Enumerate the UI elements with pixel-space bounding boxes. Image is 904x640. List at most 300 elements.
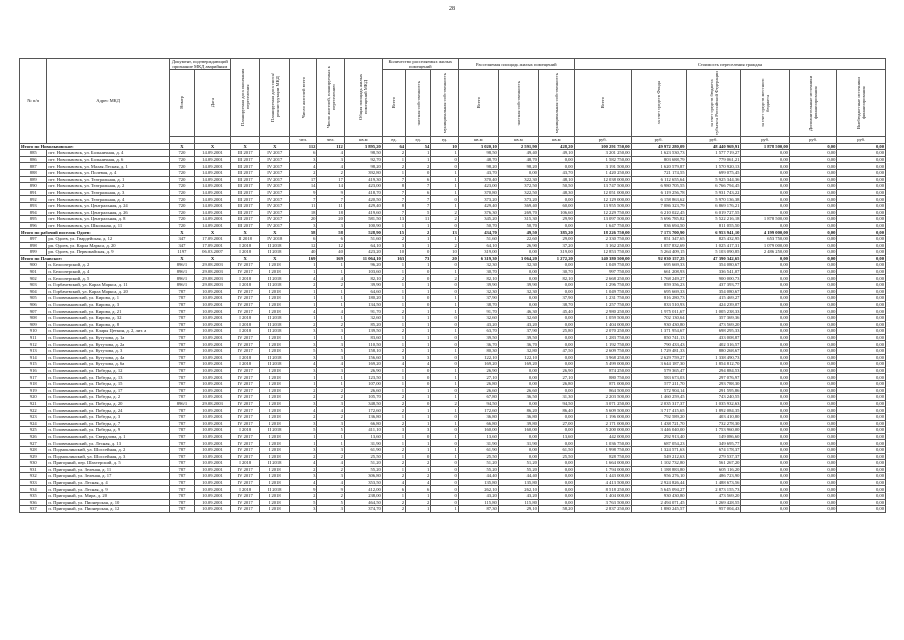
table-cell: 2: [382, 499, 405, 506]
table-cell: 720: [169, 169, 194, 176]
table-cell: 2: [290, 413, 317, 420]
table-cell: 14: [290, 183, 317, 190]
table-cell: 0,00: [837, 354, 886, 361]
table-cell: 3: [317, 222, 344, 229]
table-cell: 1: [431, 189, 458, 196]
table-cell: 322,50: [498, 189, 538, 196]
table-cell: 0,00: [741, 387, 790, 394]
table-cell: 1: [406, 222, 431, 229]
table-cell: 720: [169, 176, 194, 183]
table-cell: 0,00: [538, 387, 574, 394]
table-cell: 3: [290, 354, 317, 361]
table-cell: II 2018: [260, 321, 290, 328]
table-cell: IV 2017: [260, 196, 290, 203]
table-cell: 732 278,30: [686, 420, 741, 427]
table-cell: 10.09.2001: [195, 466, 231, 473]
table-cell: 0,00: [741, 440, 790, 447]
table-cell: 1: [431, 202, 458, 209]
table-cell: 549 212,63: [631, 453, 686, 460]
table-cell: 1: [406, 334, 431, 341]
table-cell: 922: [20, 407, 47, 414]
header-num: № п/п: [20, 59, 47, 144]
address-cell: пгт. Новольвовск, ул. Центральная, д. 24: [47, 202, 169, 209]
table-cell: 1: [290, 374, 317, 381]
table-cell: 0,00: [789, 255, 836, 262]
table-cell: 1: [406, 235, 431, 242]
table-cell: 0,00: [837, 493, 886, 500]
table-cell: 1 768 249,27: [631, 275, 686, 282]
table-cell: 561 267,20: [686, 460, 741, 467]
table-cell: 0,00: [741, 255, 790, 262]
table-cell: 1 854 812,70: [686, 361, 741, 368]
table-cell: I 2018: [260, 387, 290, 394]
header-total-area: Общая площадь жилых помещений МКД: [344, 59, 382, 137]
table-cell: 58,20: [538, 506, 574, 513]
table-cell: 6 869 176,21: [686, 202, 741, 209]
table-cell: 916: [20, 367, 47, 374]
table-cell: 82,10: [458, 275, 498, 282]
table-cell: 3 162 250,00: [574, 242, 631, 249]
table-cell: 933: [20, 479, 47, 486]
table-row: [20, 301, 886, 308]
table-cell: 0,00: [741, 446, 790, 453]
table-cell: 1 102 732,80: [631, 460, 686, 467]
table-cell: II 2018: [260, 486, 290, 493]
table-cell: IV 2017: [230, 288, 260, 295]
table-cell: IV 2017: [230, 301, 260, 308]
table-cell: 0,00: [837, 169, 886, 176]
table-cell: 80,30: [458, 348, 498, 355]
table-cell: 17: [317, 176, 344, 183]
table-cell: 7: [382, 209, 405, 216]
table-cell: 13,60: [538, 433, 574, 440]
table-cell: I 2018: [260, 348, 290, 355]
table-cell: 0,00: [789, 348, 836, 355]
address-cell: п. Пригорный, ул. Пионерская, д. 10: [47, 499, 169, 506]
table-cell: 85,20: [344, 321, 382, 328]
table-cell: X: [195, 229, 231, 236]
table-row: [20, 275, 886, 282]
table-cell: 0: [406, 275, 431, 282]
table-cell: 1: [317, 433, 344, 440]
table-cell: 92,70: [344, 156, 382, 163]
table-cell: 6 019 727,55: [686, 209, 741, 216]
table-cell: 0,00: [538, 460, 574, 467]
table-cell: 0,00: [837, 156, 886, 163]
table-cell: IV 2017: [260, 176, 290, 183]
table-cell: IV 2017: [230, 367, 260, 374]
table-cell: 1: [317, 440, 344, 447]
address-cell: п. Головеньковский, ул. Свердлова, д. 1: [47, 433, 169, 440]
table-cell: 1: [290, 380, 317, 387]
table-cell: 424 239,07: [686, 301, 741, 308]
table-cell: 0,00: [741, 163, 790, 170]
table-cell: 12: [317, 242, 344, 249]
table-row: [20, 315, 886, 322]
table-cell: 891: [20, 189, 47, 196]
table-cell: 7: [290, 196, 317, 203]
table-cell: 0,00: [837, 466, 886, 473]
table-cell: 2: [406, 473, 431, 480]
table-cell: 0,00: [789, 295, 836, 302]
table-cell: 0,00: [789, 262, 836, 269]
table-row: [20, 440, 886, 447]
table-cell: 10.09.2001: [195, 295, 231, 302]
table-row: [20, 268, 886, 275]
table-cell: 1: [382, 380, 405, 387]
table-cell: 169,20: [498, 361, 538, 368]
table-cell: 14.09.2001: [195, 216, 231, 223]
table-cell: 45,40: [538, 308, 574, 315]
table-cell: IV 2017: [230, 506, 260, 513]
address-cell: п. Головеньковский, ул. Победы, д. 24: [47, 407, 169, 414]
table-cell: 0,00: [789, 288, 836, 295]
table-cell: 0: [406, 374, 431, 381]
table-cell: 1: [406, 466, 431, 473]
table-cell: 172,60: [458, 407, 498, 414]
table-cell: 1: [382, 466, 405, 473]
table-cell: 5 931 743,22: [686, 189, 741, 196]
unit-cell: руб.: [686, 137, 741, 143]
table-cell: I 2018: [260, 262, 290, 269]
table-cell: 26,60: [458, 387, 498, 394]
table-cell: 0: [431, 196, 458, 203]
address-cell: п. Головеньковский, ул. Кутузова, д. 1а: [47, 334, 169, 341]
table-row: [20, 222, 886, 229]
table-row: [20, 183, 886, 190]
table-cell: 49,10: [538, 150, 574, 157]
table-cell: 14.09.2001: [195, 156, 231, 163]
table-cell: 66,80: [458, 420, 498, 427]
table-cell: 0,00: [538, 440, 574, 447]
unit-cell: кв.м: [344, 137, 382, 143]
table-cell: 0: [406, 268, 431, 275]
table-cell: 0,00: [741, 407, 790, 414]
table-cell: IV 2017: [230, 380, 260, 387]
table-cell: I 2018: [260, 288, 290, 295]
table-cell: 899: [20, 249, 47, 256]
table-cell: 20: [431, 255, 458, 262]
table-cell: 787: [169, 506, 194, 513]
table-cell: 695 669,33: [631, 288, 686, 295]
table-cell: 26,90: [498, 242, 538, 249]
table-cell: 0,00: [498, 433, 538, 440]
table-cell: 997 750,00: [574, 268, 631, 275]
table-cell: 1: [317, 295, 344, 302]
header-doc-date: Дата: [195, 70, 231, 137]
table-cell: 0: [431, 321, 458, 328]
table-cell: IV 2017: [230, 453, 260, 460]
table-cell: IV 2017: [260, 183, 290, 190]
table-cell: 0,00: [741, 156, 790, 163]
table-cell: 0: [431, 282, 458, 289]
table-cell: 0,00: [538, 479, 574, 486]
header-cost-group: Стоимость переселения граждан: [574, 59, 885, 70]
table-cell: IV 2017: [260, 150, 290, 157]
table-cell: 29,00: [538, 235, 574, 242]
table-cell: 369,40: [498, 202, 538, 209]
unit-cell: чел.: [317, 137, 344, 143]
table-cell: 0,00: [538, 473, 574, 480]
table-cell: 5: [317, 348, 344, 355]
table-cell: I 2018: [230, 328, 260, 335]
table-cell: 13 097 500,00: [574, 216, 631, 223]
table-cell: 0,00: [789, 387, 836, 394]
table-cell: 896/1: [169, 275, 194, 282]
table-cell: 134,50: [344, 301, 382, 308]
table-cell: 0,00: [789, 301, 836, 308]
table-cell: 3: [290, 341, 317, 348]
table-cell: 269,70: [498, 209, 538, 216]
table-cell: 2: [382, 150, 405, 157]
table-cell: 816 280,73: [631, 295, 686, 302]
subtotal-label: Итого по Плавское:: [20, 255, 170, 262]
table-cell: 51,60: [344, 235, 382, 242]
header-area-municipal: муниципальная собственность: [538, 70, 574, 137]
table-cell: 29.08.2003: [195, 400, 231, 407]
table-cell: 26,90: [458, 367, 498, 374]
table-cell: 30,70: [458, 268, 498, 275]
table-cell: 0,00: [741, 361, 790, 368]
table-row: [20, 446, 886, 453]
table-row: [20, 163, 886, 170]
header-cost-fund: за счет средств Фонда: [631, 70, 686, 137]
table-cell: 2: [431, 400, 458, 407]
table-cell: 10.09.2001: [195, 453, 231, 460]
table-cell: 63,70: [458, 328, 498, 335]
table-cell: 6: [382, 486, 405, 493]
table-cell: 1: [406, 348, 431, 355]
table-cell: 1: [431, 506, 458, 513]
table-cell: 4: [317, 150, 344, 157]
table-cell: 910: [20, 328, 47, 335]
table-cell: 2: [431, 242, 458, 249]
table-cell: 0: [431, 413, 458, 420]
table-cell: 26,60: [498, 387, 538, 394]
table-cell: 14.09.2001: [195, 163, 231, 170]
unit-cell: кв.м: [498, 137, 538, 143]
address-cell: пгт. Новольвовск, ул. Театральная, д. 4: [47, 196, 169, 203]
table-cell: 262,10: [498, 486, 538, 493]
table-cell: 914: [20, 354, 47, 361]
table-cell: 61,50: [538, 446, 574, 453]
table-cell: I 2018: [260, 413, 290, 420]
table-cell: 44,40: [458, 473, 498, 480]
table-cell: 2: [382, 348, 405, 355]
table-cell: 0,00: [837, 282, 886, 289]
table-cell: 880 268,67: [686, 348, 741, 355]
table-cell: 957 004,43: [686, 506, 741, 513]
table-cell: 38,70: [458, 301, 498, 308]
table-cell: 0,00: [741, 506, 790, 513]
table-cell: 115,80: [498, 499, 538, 506]
table-cell: 3: [317, 400, 344, 407]
table-cell: 908: [20, 315, 47, 322]
table-cell: 10.09.2001: [195, 479, 231, 486]
table-cell: 160,00: [458, 427, 498, 434]
table-cell: 11 064,10: [344, 255, 382, 262]
table-row: [20, 367, 886, 374]
table-cell: 895: [20, 216, 47, 223]
address-cell: пгт. Новольвовск, ул. Театральная, д. 3: [47, 189, 169, 196]
table-cell: 437 393,77: [686, 282, 741, 289]
address-cell: п. Пригорный, ул. Лесная, д. 4: [47, 479, 169, 486]
table-cell: 18: [290, 209, 317, 216]
table-cell: 51,20: [344, 460, 382, 467]
table-cell: 348,50: [344, 400, 382, 407]
table-cell: 0: [431, 163, 458, 170]
table-cell: 0,00: [538, 486, 574, 493]
table-cell: 6 210 022,45: [631, 209, 686, 216]
table-cell: 354 080,67: [686, 288, 741, 295]
table-cell: 4: [406, 479, 431, 486]
table-cell: 0,00: [837, 288, 886, 295]
table-cell: 702 130,64: [631, 315, 686, 322]
table-cell: 2: [382, 163, 405, 170]
table-cell: 0,00: [741, 420, 790, 427]
table-cell: II 2018: [260, 460, 290, 467]
table-cell: 1: [431, 235, 458, 242]
table-cell: IV 2017: [230, 413, 260, 420]
table-cell: 10.09.2001: [195, 407, 231, 414]
table-cell: 0,00: [789, 189, 836, 196]
table-cell: 43,20: [498, 321, 538, 328]
table-cell: 1 192 750,00: [574, 341, 631, 348]
table-cell: 2: [431, 209, 458, 216]
table-cell: IV 2017: [230, 407, 260, 414]
table-cell: 66,80: [344, 420, 382, 427]
table-cell: 0,00: [498, 400, 538, 407]
table-cell: 1 272,20: [538, 255, 574, 262]
table-cell: 47,50: [538, 348, 574, 355]
table-cell: 172,60: [344, 407, 382, 414]
table-cell: IV 2017: [230, 473, 260, 480]
table-cell: 10.09.2001: [195, 387, 231, 394]
address-cell: п. Горбачевский, ул. Карла Маркса, д. 20: [47, 288, 169, 295]
table-cell: 0,00: [741, 367, 790, 374]
table-cell: III 2017: [230, 176, 260, 183]
table-cell: 787: [169, 407, 194, 414]
table-cell: 4: [382, 479, 405, 486]
table-cell: 2: [290, 453, 317, 460]
subtotal-label: Итого по рабочий поселок Одоев:: [20, 229, 170, 236]
table-cell: 0,00: [837, 341, 886, 348]
table-cell: 880 750,00: [574, 374, 631, 381]
table-cell: 900: [20, 262, 47, 269]
header-planned-demolish: Планируемая дата сноса/реконструкции МКД: [260, 59, 290, 137]
table-cell: 292 913,40: [631, 433, 686, 440]
address-cell: п. Головеньковский, ул. Победы, д. 15: [47, 380, 169, 387]
table-cell: 1: [290, 295, 317, 302]
table-cell: 10.09.2001: [195, 440, 231, 447]
table-cell: 1: [431, 394, 458, 401]
header-cost-extra2: Внебюджетные источники финансирования: [837, 70, 886, 137]
table-cell: 6 119 256,78: [631, 189, 686, 196]
table-cell: 11: [317, 202, 344, 209]
table-cell: 1 049 750,00: [574, 262, 631, 269]
table-cell: 5: [317, 499, 344, 506]
table-cell: II 2018: [260, 354, 290, 361]
table-cell: 4: [290, 308, 317, 315]
address-cell: п. Головеньковский, ул. Победы, д. 3: [47, 413, 169, 420]
table-cell: IV 2017: [230, 262, 260, 269]
address-cell: пгт. Новольвовск, ул. Школьная, д. 11: [47, 222, 169, 229]
table-cell: III 2017: [230, 209, 260, 216]
table-cell: 5 264 409,15: [631, 249, 686, 256]
table-cell: 1: [406, 156, 431, 163]
table-cell: 2: [290, 493, 317, 500]
table-cell: 411,10: [344, 427, 382, 434]
table-cell: 1 794 000,00: [574, 466, 631, 473]
table-cell: 1 438 721,70: [631, 420, 686, 427]
table-cell: 790 433,43: [631, 341, 686, 348]
table-cell: X: [230, 143, 260, 150]
table-cell: 0,00: [837, 249, 886, 256]
table-cell: 428,20: [538, 143, 574, 150]
table-cell: 7: [406, 183, 431, 190]
table-cell: 0,00: [837, 275, 886, 282]
table-cell: 0,00: [837, 374, 886, 381]
table-cell: 787: [169, 453, 194, 460]
address-cell: п. Головеньковский, ул. Клары Цеткин, д. 2, лит. а: [47, 328, 169, 335]
table-cell: 3 071 250,00: [574, 400, 631, 407]
table-cell: 32,30: [458, 288, 498, 295]
table-cell: 720: [169, 222, 194, 229]
table-cell: 8: [382, 183, 405, 190]
table-body: [20, 143, 886, 512]
table-cell: 1: [431, 268, 458, 275]
subtotal-row: [20, 229, 886, 236]
address-cell: п. Головеньковский, ул. Лесная, д. 13: [47, 440, 169, 447]
address-cell: п. Пригорный, ул. Зеленая, д. 17: [47, 473, 169, 480]
table-cell: 50,70: [458, 222, 498, 229]
table-cell: 1 296 750,00: [574, 282, 631, 289]
table-cell: 0,00: [837, 315, 886, 322]
table-cell: 7 173 700,90: [631, 229, 686, 236]
address-cell: п. Головеньковский, ул. Кутузова, д. 2а: [47, 341, 169, 348]
table-cell: 12 853 750,00: [574, 249, 631, 256]
table-cell: 415 469,27: [686, 295, 741, 302]
table-cell: 13 955 500,00: [574, 202, 631, 209]
table-cell: 1: [406, 446, 431, 453]
address-cell: п. Головеньковский, ул. Кирова, д. 32: [47, 315, 169, 322]
table-cell: 936: [20, 499, 47, 506]
table-cell: 61,90: [458, 446, 498, 453]
table-cell: 32,60: [344, 315, 382, 322]
table-cell: 0,00: [498, 268, 538, 275]
table-cell: 2 837 250,00: [574, 506, 631, 513]
address-cell: рп. Одоев, ул. Карла Маркса, д. 20: [47, 242, 169, 249]
table-cell: 720: [169, 150, 194, 157]
table-cell: 32,30: [498, 288, 538, 295]
table-cell: 43,20: [498, 493, 538, 500]
table-cell: 4: [382, 361, 405, 368]
table-cell: 0,00: [837, 506, 886, 513]
table-cell: 0,00: [741, 479, 790, 486]
table-cell: 6 319,30: [458, 255, 498, 262]
table-cell: 123,50: [344, 374, 382, 381]
table-cell: 935: [20, 493, 47, 500]
table-cell: I 2018: [230, 354, 260, 361]
table-cell: 859 356,23: [631, 282, 686, 289]
table-cell: 1 057 832,69: [631, 242, 686, 249]
table-cell: 5 645 094,27: [631, 486, 686, 493]
table-cell: IV 2017: [230, 308, 260, 315]
table-cell: 107,00: [344, 380, 382, 387]
table-cell: IV 2017: [230, 348, 260, 355]
table-cell: 3: [290, 367, 317, 374]
table-cell: 10.09.2001: [195, 413, 231, 420]
